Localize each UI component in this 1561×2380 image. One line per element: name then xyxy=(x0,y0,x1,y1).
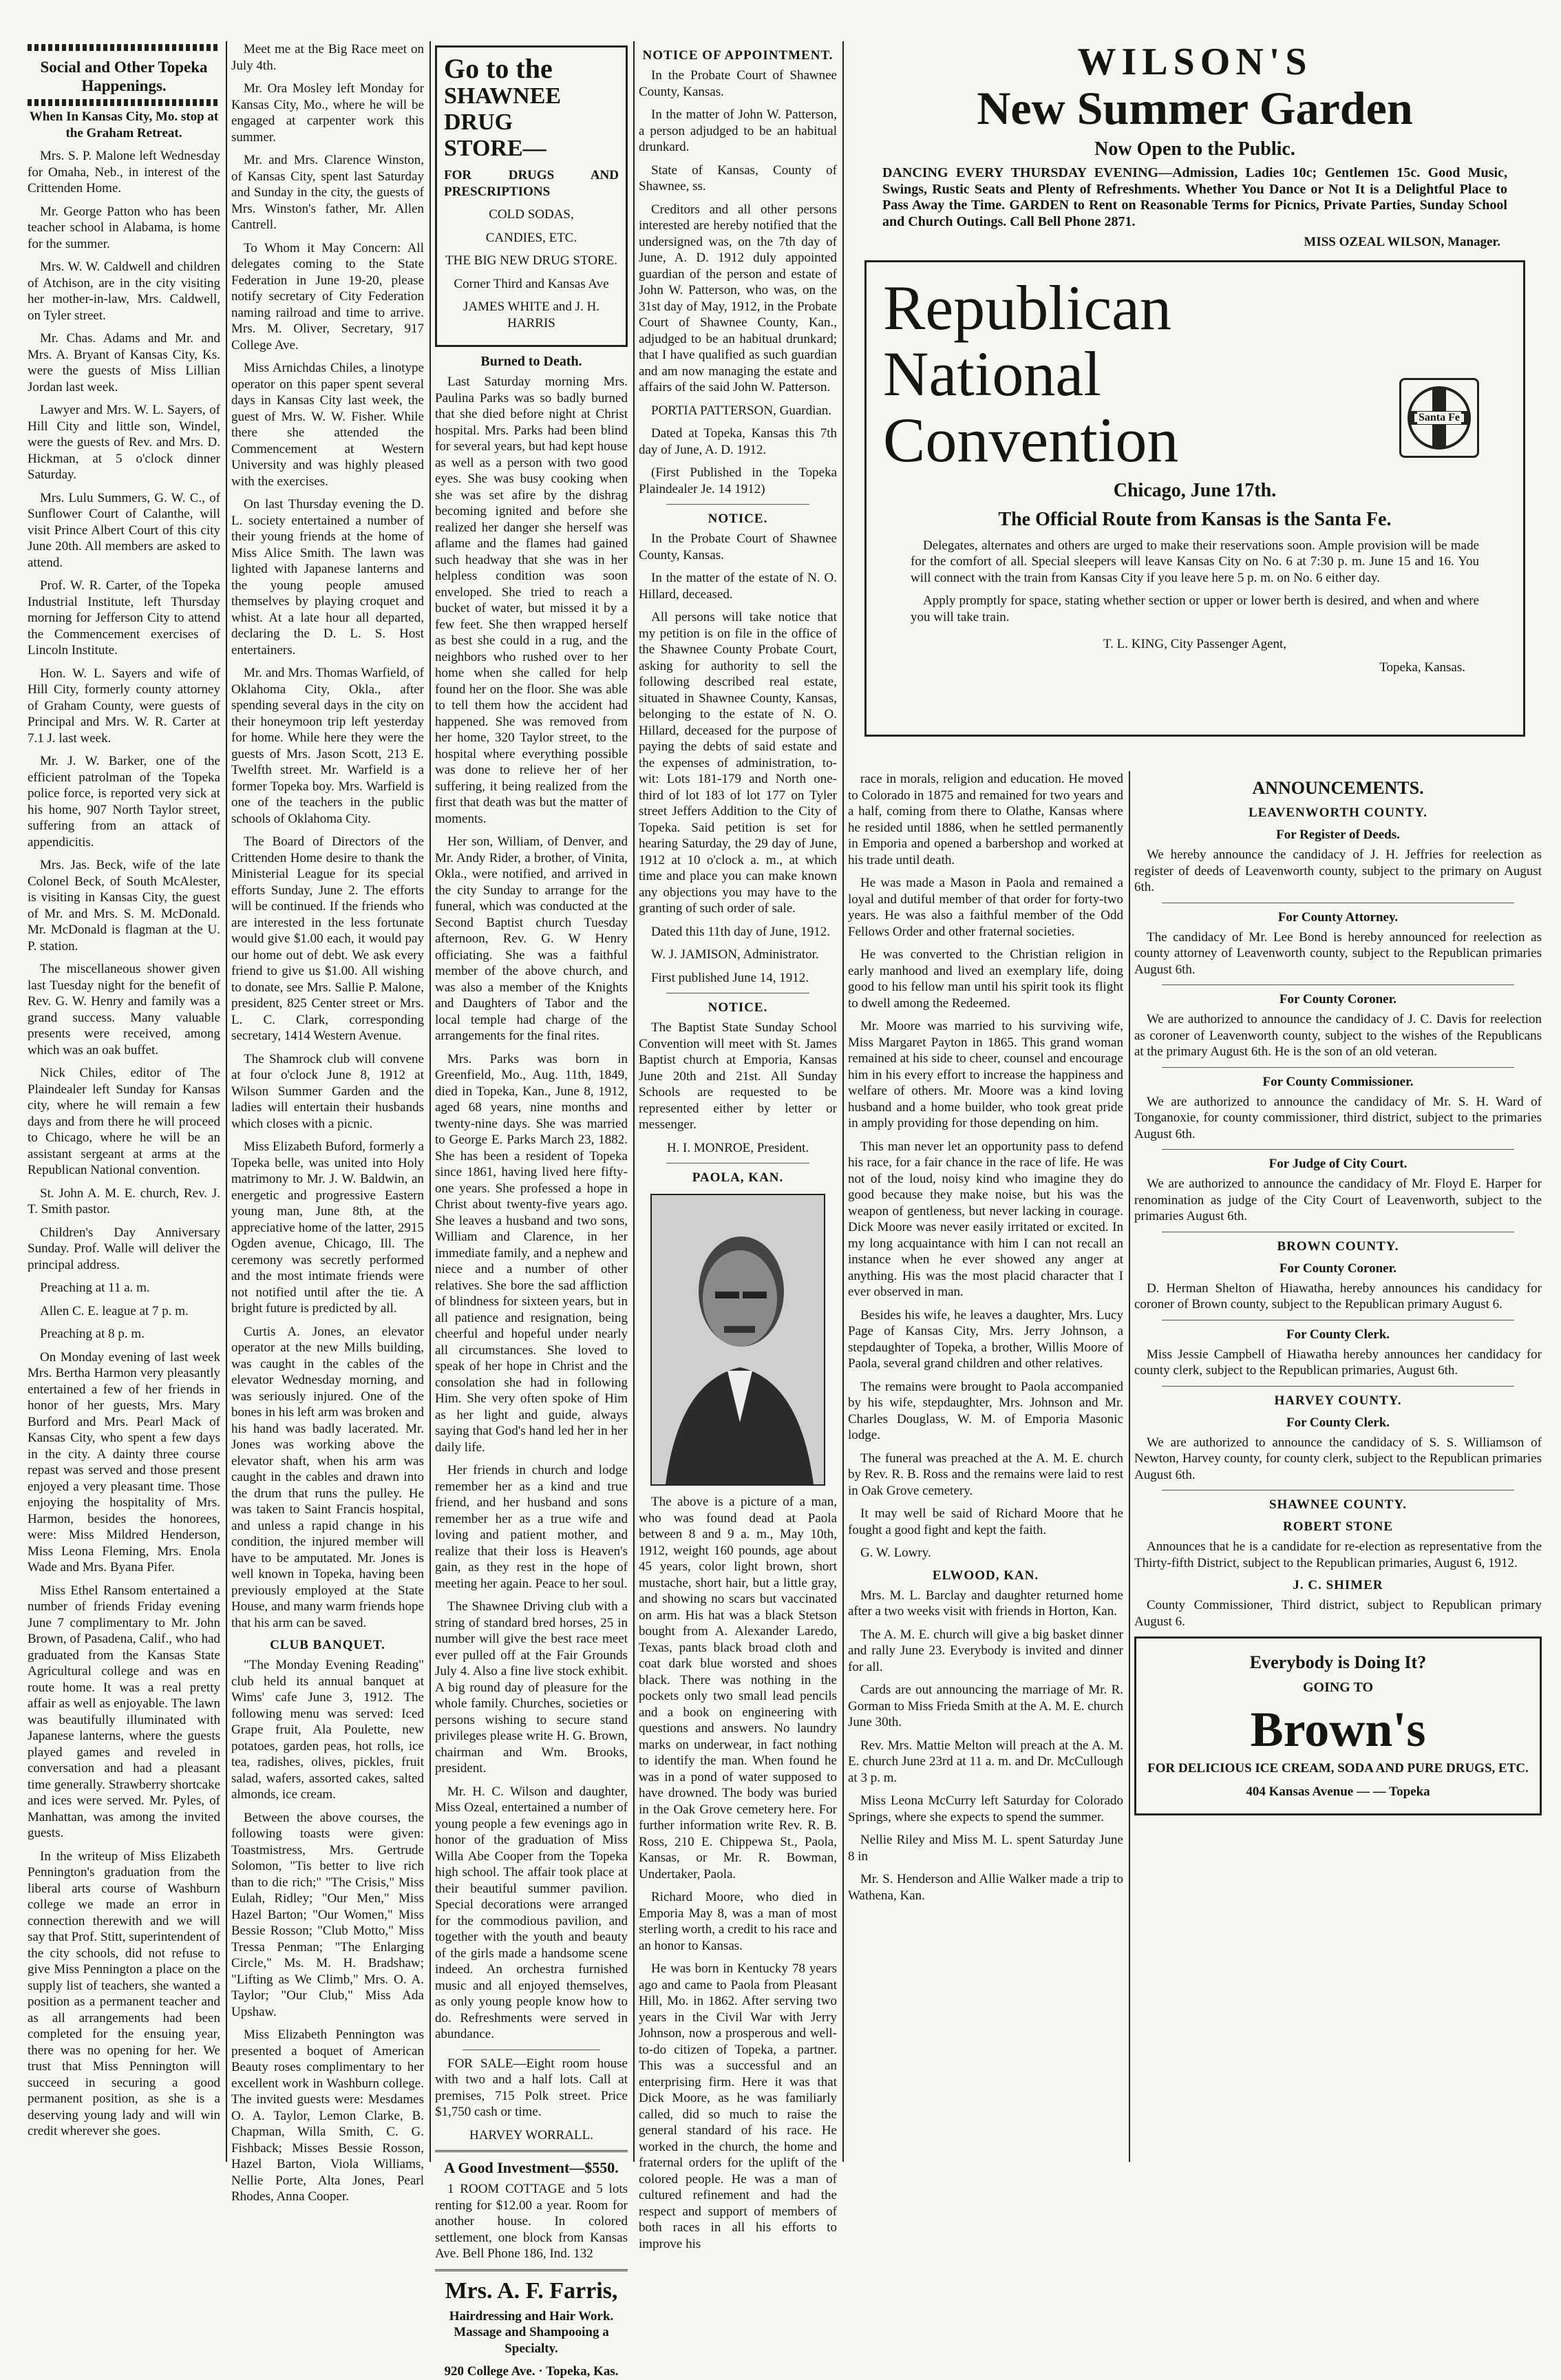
column-rule xyxy=(842,41,844,2162)
article-paragraph: Mr. H. C. Wilson and daughter, Miss Ozeal, entertained a number of young people a few evenings ago in honor of the graduation of Miss Willa Abe Cooper from the Topeka high school. The affair took place at their beautiful summer pavilion. Special decorations were arranged for the commodious pavilion, and together with the youth and beauty of the girls made a handsome scene indeed. An orchestra furnished music and all enjoyed themselves, as only young people know how to do. Refreshments were served in abundance. xyxy=(435,1784,628,2041)
article-paragraph: The A. M. E. church will give a big basket dinner and rally June 23. Everybody is invited and dinner for all. xyxy=(848,1627,1123,1674)
column-4 xyxy=(639,41,837,2251)
announcement-office: For Register of Deeds. xyxy=(1276,828,1400,842)
article-paragraph: Allen C. E. league at 7 p. m. xyxy=(40,1303,189,1318)
article-paragraph: On Monday evening of last week Mrs. Bertha Harmon very pleasantly entertained a few of her friends in honor of her guests, Mrs. Mary Burford and Mrs. Pearl Mack of Kansas City, who spent a few days in the city. A dainty three course repast was served and those present enjoyed a very pleasant time. Those enjoying the hospitality of Mrs. Harmon, besides the honorees, were: Miss Mildred Henderson, Miss Leona Fleming, Mrs. Enola Wade and Mrs. Byana Pifer. xyxy=(28,1349,220,1575)
column-rule xyxy=(429,41,431,2162)
rnc-line-3: Convention xyxy=(883,404,1179,475)
newspaper-page xyxy=(28,41,1542,2379)
article-paragraph: The miscellaneous shower given last Tuesday night for the benefit of Rev. G. W. Henry and family was a grand success. Many valuable presents were received, among which was an oak buffet. xyxy=(28,962,220,1057)
rnc-line-1: Republican xyxy=(883,272,1171,343)
browns-name: Brown's xyxy=(1250,1702,1426,1757)
burned-heading: Burned to Death. xyxy=(480,354,582,369)
shimer-name: J. C. SHIMER xyxy=(1293,1578,1383,1592)
article-paragraph: The Shawnee Driving club with a string of standard bred horses, 25 in number will give the best race meet ever pulled off at the Fair Grounds July 4. Also a fine live stock exhibit. A big round day of pleasure for the whole family. Churches, societies or persons wishing to secure stand privileges please write H. G. Brown, chairman and Wm. Brooks, president. xyxy=(435,1599,628,1776)
article-paragraph: To Whom it May Concern: All delegates coming to the State Federation in June 19-20, please notify secretary of City Federation naming railroad and time to arrive. Mrs. M. Oliver, Secretary, 917 College Ave. xyxy=(231,240,424,352)
wilsons-body: DANCING EVERY THURSDAY EVENING—Admission, Ladies 10c; Gentlemen 15c. Good Music, Swings, Rustic Seats and Plenty of Refreshments. Whether You Dance or Not It is a Delightful Place to Pass Away the Time. GARDEN to Rent on Reasonable Terms for Picnics, Private Parties, Sunday School and Church Outings. Call Bell Phone 2871. xyxy=(882,165,1507,229)
article-paragraph: In the matter of the estate of N. O. Hillard, deceased. xyxy=(639,571,837,602)
county-heading: SHAWNEE COUNTY. xyxy=(1268,1497,1408,1512)
article-paragraph: Prof. W. R. Carter, of the Topeka Industrial Institute, left Thursday morning for Jefferson City to attend the Commencement exercises of Lincoln Institute. xyxy=(28,578,220,657)
rnc-date: Chicago, June 17th. xyxy=(1113,479,1277,501)
announcement-office: For County Clerk. xyxy=(1286,1415,1390,1430)
portrait-photo xyxy=(650,1194,825,1486)
article-paragraph: Mrs. Lulu Summers, G. W. C., of Sunflower Court of Calanthe, will visit Prince Albert Court of this city June 20th. All members are asked to attend. xyxy=(28,490,220,570)
article-paragraph: Her friends in church and lodge remember her as a kind and true friend, and her husband and sons remember her as a true wife and loving and patient mother, and realize that their loss is Heaven's gain, as they rest in the hope of meeting her again. Peace to her soul. xyxy=(435,1463,628,1591)
separator xyxy=(1162,1490,1514,1491)
announcement-office: For County Coroner. xyxy=(1279,1261,1397,1276)
article-paragraph: Nellie Riley and Miss M. L. spent Saturday June 8 in xyxy=(848,1833,1123,1864)
article-paragraph: He was converted to the Christian religion in early manhood and lived an exemplary life, doing good to his fellow man until his spirit took its flight to dwell among the Redeemed. xyxy=(848,947,1123,1011)
notice-heading: NOTICE. xyxy=(708,512,768,526)
article-paragraph: Lawyer and Mrs. W. L. Sayers, of Hill City and little son, Windel, were the guests of Rev. and Mrs. D. Hickman, at 5 o'clock dinner Saturday. xyxy=(28,403,220,482)
announcement-office: For County Coroner. xyxy=(1279,992,1397,1007)
elwood-heading: ELWOOD, KAN. xyxy=(932,1568,1039,1583)
harvey-announcements xyxy=(1134,1415,1542,1491)
article-paragraph: Dated this 11th day of June, 1912. xyxy=(651,924,830,939)
separator xyxy=(666,504,809,505)
article-paragraph: Cards are out announcing the marriage of Mr. R. Gorman to Miss Frieda Smith at the A. M. E. church June 30th. xyxy=(848,1683,1123,1729)
article-paragraph: Mr. and Mrs. Thomas Warfield, of Oklahoma City, Okla., after spending several days in the city on their honeymoon trip left yesterday for home. While here they were the guests of Mrs. Jason Scott, 213 E. Twelfth street. Mr. Warfield is a former Topeka boy. Mrs. Warfield is one of the teachers in the public schools of Oklahoma City. xyxy=(231,666,424,826)
browns-body: FOR DELICIOUS ICE CREAM, SODA AND PURE DRUGS, ETC. xyxy=(1147,1761,1529,1776)
article-paragraph: PORTIA PATTERSON, Guardian. xyxy=(651,403,832,418)
column-rule xyxy=(633,41,635,2162)
for-sale-notice: FOR SALE—Eight room house with two and a half lots. Call at premises, 715 Polk street. Price $1,750 cash or time. xyxy=(435,2056,628,2119)
notice-appointment-heading: NOTICE OF APPOINTMENT. xyxy=(642,48,833,63)
social-header: Social and Other Topeka Happenings. xyxy=(40,59,208,94)
column-7 xyxy=(1134,771,1542,2162)
ornament-rule xyxy=(28,44,220,51)
browns-tagline: Everybody is Doing It? xyxy=(1249,1652,1427,1672)
notice-heading: NOTICE. xyxy=(708,1000,768,1015)
announcements-heading: ANNOUNCEMENTS. xyxy=(1252,778,1424,798)
shimer-announcement: County Commissioner, Third district, subject to Republican primary August 6. xyxy=(1134,1598,1542,1629)
article-paragraph: race in morals, religion and education. He moved to Colorado in 1875 and remained for two years and a half, coming from there to Olathe, Kansas where he resided until 1886, when he settled permanently in Emporia and opened a barbershop and worked at his trade until death. xyxy=(848,772,1123,867)
wilsons-open: Now Open to the Public. xyxy=(1094,138,1295,160)
article-paragraph: First published June 14, 1912. xyxy=(651,970,809,985)
stone-name: ROBERT STONE xyxy=(1282,1519,1394,1534)
drug-ad-lines xyxy=(444,207,619,331)
article-paragraph: THE BIG NEW DRUG STORE. xyxy=(445,253,617,268)
article-paragraph: All persons will take notice that my petition is on file in the office of the Shawnee County Probate Court, asking for authority to sell the following described real estate, situated in Shawnee County, Kansas, belonging to the estate of N. O. Hillard, deceased for the purpose of paying the debts of said estate and the expenses of administration, to-wit: Lots 181-179 and North one-third of lot 183 of lot 177 on Tyler street Jeffers Addition to the City of Topeka. Said petition is set for hearing Saturday, the 29 day of June, 1912 at 10 o'clock a. m., at which time and place you can make known any objections you may have to the granting of such order of sale. xyxy=(639,610,837,916)
social-subhead: When In Kansas City, Mo. stop at the Graham Retreat. xyxy=(29,109,219,140)
elwood-article xyxy=(848,1588,1123,1904)
separator xyxy=(1162,1386,1514,1387)
announcement-text: Miss Jessie Campbell of Hiawatha hereby announces her candidacy for county clerk, subject to the Republican primaries, August 6th. xyxy=(1134,1347,1542,1378)
article-paragraph: Miss Leona McCurry left Saturday for Colorado Springs, where she expects to spend the summer. xyxy=(848,1793,1123,1824)
announcement-office: For County Clerk. xyxy=(1286,1327,1390,1342)
article-paragraph: COLD SODAS, xyxy=(489,207,574,222)
article-paragraph: Mrs. Parks was born in Greenfield, Mo., Aug. 11th, 1849, died in Topeka, Kan., June 8, 1912, aged 68 years, nine months and twenty-nine days. She was married to George E. Parks March 23, 1882. She has been a resident of Topeka since 1861, having lived here fifty-one years. She professed a hope in Christ about twenty-five years ago. She leaves a husband and two sons, William and Clarence, in her immediate family, and a nephew and niece and a number of other relatives. She bore the sad affliction of blindness for sixteen years, but in all patience and resignation, being cheerful and hopeful under nearly all circumstances. She loved to speak of her hope in Christ and the consolation she had in following Him. She very often spoke of Him as her light and guide, always saying that God's hand led her in her daily life. xyxy=(435,1051,628,1455)
santa-fe-logo-icon xyxy=(1399,378,1479,458)
county-heading: HARVEY COUNTY. xyxy=(1274,1393,1402,1408)
article-paragraph: Mrs. W. W. Caldwell and children of Atchison, are in the city visiting her mother-in-law, Mrs. Caldwell, on Tyler street. xyxy=(28,260,220,323)
separator xyxy=(1162,1149,1514,1150)
man-portrait-icon xyxy=(652,1195,824,1484)
investment-body: 1 ROOM COTTAGE and 5 lots renting for $12.00 a year. Room for another house. In colored settlement, one block from Kansas Ave. Bell Phone 186, Ind. 132 xyxy=(435,2182,628,2261)
rnc-body xyxy=(911,538,1479,626)
wilsons-title: WILSON'S xyxy=(1077,41,1313,83)
column-rule xyxy=(226,41,227,2162)
article-paragraph: He was born in Kentucky 78 years ago and came to Paola from Pleasant Hill, Mo. in 1862. After serving two years in the Civil War with Jerry Johnson, now a prosperous and well-to-do citizen of Topeka, a partner. This was a successful and an enterprising firm. Here it was that Dick Moore, as he was familiarly called, did so much to raise the general standard of his race. He worked in the church, the home and fraternal orders for the uplift of the colored people. He was a man of cultured refinement and had the respect and support of members of both races in all his efforts to improve his xyxy=(639,1961,837,2251)
article-paragraph: Hon. W. L. Sayers and wife of Hill City, formerly county attorney of Graham County, were guests of Principal and Mrs. W. R. Carter at 7.1 J. last week. xyxy=(28,666,220,746)
column-1 xyxy=(28,41,220,2162)
wilsons-ad xyxy=(848,41,1542,251)
article-paragraph: Mr. S. Henderson and Allie Walker made a trip to Wathena, Kan. xyxy=(848,1872,1123,1903)
farris-address: 920 College Ave. · Topeka, Kas. xyxy=(444,2364,619,2379)
article-paragraph: Mrs. S. P. Malone left Wednesday for Omaha, Neb., in interest of the Crittenden Home. xyxy=(28,149,220,196)
article-paragraph: Miss Elizabeth Pennington was presented a boquet of American Beauty roses complimentary to her excellent work in Washburn college. The invited guests were: Mesdames O. A. Taylor, Lemon Clarke, B. Chapman, Willa Smith, C. G. Fishback; Misses Bessie Rosson, Hazel Barton, Viola Williams, Nellie Porte, Alta Jones, Pearl Rhodes, Anna Cooper. xyxy=(231,2028,424,2204)
article-paragraph: Delegates, alternates and others are urged to make their reservations soon. Ample provision will be made for the comfort of all. Special sleepers will leave Kansas City on No. 6 at 7:30 p. m. June 15 and 16. You will connect with the train from Kansas City if you leave here 5 p. m. on No. 6 either day. xyxy=(911,538,1479,585)
club-banquet-heading: CLUB BANQUET. xyxy=(270,1638,385,1652)
article-paragraph: Mr. Chas. Adams and Mr. and Mrs. A. Bryant of Kansas City, Ks. were the guests of Miss Lillian Jordan last week. xyxy=(28,331,220,394)
browns-ad xyxy=(1134,1636,1542,1815)
column-rule xyxy=(1129,771,1130,2162)
farris-name: Mrs. A. F. Farris, xyxy=(445,2277,618,2304)
article-paragraph: Children's Day Anniversary Sunday. Prof. Walle will deliver the principal address. xyxy=(28,1225,220,1272)
article-paragraph: It may well be said of Richard Moore that he fought a good fight and kept the faith. xyxy=(848,1506,1123,1537)
separator xyxy=(435,2269,628,2271)
article-paragraph: Preaching at 11 a. m. xyxy=(40,1281,150,1295)
rnc-ad xyxy=(864,260,1525,737)
moore-obituary xyxy=(848,771,1123,1561)
announcement-text: We are authorized to announce the candidacy of S. S. Williamson of Newton, Harvey county, for county clerk, subject to the Republican primaries August 6th. xyxy=(1134,1435,1542,1482)
article-paragraph: CANDIES, ETC. xyxy=(485,230,577,245)
article-paragraph: Preaching at 8 p. m. xyxy=(40,1327,145,1341)
notice-convention-signature: H. I. MONROE, President. xyxy=(666,1140,809,1155)
announcement-office: For County Attorney. xyxy=(1277,909,1399,925)
announcement-office: For County Commissioner. xyxy=(1262,1074,1414,1089)
rnc-signature-1: T. L. KING, City Passenger Agent, xyxy=(1103,637,1287,651)
rnc-route: The Official Route from Kansas is the Santa Fe. xyxy=(998,508,1392,530)
wide-ad-block xyxy=(848,41,1542,757)
announcement-office: For Judge of City Court. xyxy=(1268,1157,1408,1171)
article-paragraph: The remains were brought to Paola accompanied by his wife, stepdaughter, Mrs. Johnson and Mr. Charles Douglass, W. M. of Emporia Masonic lodge. xyxy=(848,1379,1123,1442)
article-paragraph: Mr. George Patton who has been teacher school in Alabama, is home for the summer. xyxy=(28,204,220,251)
announcement-text: We are authorized to announce the candidacy of J. C. Davis for reelection as coroner of Leavenworth county, subject to the wishes of the Republicans at the primary August 6th. He is the son of an old veteran. xyxy=(1134,1012,1542,1059)
article-paragraph: Meet me at the Big Race meet on July 4th. xyxy=(231,42,424,73)
notice-estate xyxy=(639,531,837,986)
column-6 xyxy=(848,771,1123,2162)
separator xyxy=(1162,984,1514,985)
separator xyxy=(435,2150,628,2152)
article-paragraph: G. W. Lowry. xyxy=(860,1546,931,1560)
article-paragraph: State of Kansas, County of Shawnee, ss. xyxy=(639,162,837,193)
article-paragraph: Mr. Ora Mosley left Monday for Kansas City, Mo., where he will be engaged at carpenter work this summer. xyxy=(231,81,424,145)
article-paragraph: Mr. and Mrs. Clarence Winston, of Kansas City, spent last Saturday and Sunday in the city, the guests of Mrs. Winston's father, Mr. Allen Cantrell. xyxy=(231,153,424,232)
for-sale-signature: HARVEY WORRALL. xyxy=(469,2127,594,2142)
article-paragraph: The Shamrock club will convene at four o'clock June 8, 1912 at Wilson Summer Garden and the ladies will entertain their husbands which closes with a picnic. xyxy=(231,1051,424,1131)
rnc-signature-2: Topeka, Kansas. xyxy=(1379,660,1465,675)
article-paragraph: "The Monday Evening Reading" club held its annual banquet at Wims' cafe June 3, 1912. The following menu was served: Iced Grape fruit, Ala Poulette, new potatoes, garden peas, hot rolls, ice tea, radishes, olives, pickles, fruit salad, wafers, assorted cakes, salted almonds, ice cream. xyxy=(231,1658,424,1802)
browns-going: GOING TO xyxy=(1302,1680,1374,1695)
announcement-text: We are authorized to announce the candidacy of Mr. Floyd E. Harper for renomination as judge of the City Court of Leavenworth, subject to the primaries August 6th. xyxy=(1134,1177,1542,1223)
article-paragraph: Miss Ethel Ransom entertained a number of friends Friday evening June 7 complimentary to Mr. John Brown, of Pasadena, Calif., who had graduated from the Kansas State Agricultural college and was en route home. It was a real pretty affair as well as enjoyable. The lawn was beautifully illuminated with Japanese lanterns, where the guests played games and reveled in conversation and had a pleasant time generally. Strawberry shortcake and ices were served. Mr. Pyles, of Manhattan, was among the invited guests. xyxy=(28,1583,220,1840)
paola-article xyxy=(639,1494,837,2252)
column-2-articles xyxy=(231,41,424,1631)
county-heading: LEAVENWORTH COUNTY. xyxy=(1248,805,1428,820)
leavenworth-announcements xyxy=(1134,828,1542,1232)
wilsons-subtitle: New Summer Garden xyxy=(977,82,1413,134)
article-paragraph: In the writeup of Miss Elizabeth Pennington's graduation from the liberal arts course of Washburn college we made an error in connection therewith and we will say that Prof. Stitt, superintendent of the city schools, did not refuse to give Miss Pennington a place on the supply list of teachers, she wanted a position as a permanent teacher and as all arrangements had been completed for the ensuing year, there was no opening for her. We trust that Miss Pennington will succeed in securing a good permanent position, as she is a deserving young lady and will win credit wherever she goes. xyxy=(28,1849,220,2138)
announcement-text: D. Herman Shelton of Hiawatha, hereby announces his candidacy for coroner of Brown county, subject to the Republican primary August 6. xyxy=(1134,1281,1542,1312)
article-paragraph: On last Thursday evening the D. L. society entertained a number of their young friends at the home of Miss Alice Smith. The lawn was lighted with Japanese lanterns and the young people amused themselves by playing croquet and whist. At a late hour all departed, declaring the D. L. S. Host entertainers. xyxy=(231,497,424,657)
article-paragraph: Creditors and all other persons interested are hereby notified that the undersigned was, on the 7th day of June, A. D. 1912 duly appointed guardian of the person and estate of John W. Patterson, who was, on the 31st day of May, 1912, in the Probate Court of Shawnee County, Kan., adjudged to be an habitual drunkard; that I have qualified as such guardian and am now managing the estate and affairs of the said John W. Patterson. xyxy=(639,202,837,394)
drug-ad-line-1: Go to the xyxy=(444,53,553,84)
article-paragraph: The funeral was preached at the A. M. E. church by Rev. R. B. Ross and the remains were laid to rest in Oak Grove cemetery. xyxy=(848,1451,1123,1498)
article-paragraph: Besides his wife, he leaves a daughter, Mrs. Lucy Page of Kansas City, Mrs. Jerry Johnson, a stepdaughter of Topeka, a brother, Willis Moore of Paola, several grand children and other relatives. xyxy=(848,1307,1123,1371)
article-paragraph: In the matter of John W. Patterson, a person adjudged to be an habitual drunkard. xyxy=(639,107,837,154)
article-paragraph: This man never let an opportunity pass to defend his race, for a fair chance in the race of life. He was not of the loud, noisy kind who imagine they do good because they make noise, but his was the weapon of gentleness, but never lacking in courage. Dick Moore was never easily irritated or excited. In my long acquaintance with him I can not recall an instance when he ever showed any anger at anything. His was the most placid character that I ever observed in man. xyxy=(848,1139,1123,1299)
club-banquet-article xyxy=(231,1657,424,2205)
stone-announcement: Announces that he is a candidate for re-election as representative from the Thirty-fifth District, subject to the Republican primaries, August 6, 1912. xyxy=(1134,1539,1542,1570)
county-heading: BROWN COUNTY. xyxy=(1277,1239,1399,1254)
article-paragraph: Rev. Mrs. Mattie Melton will preach at the A. M. E. church June 23rd at 11 a. m. and Dr. McCullough at 3 p. m. xyxy=(848,1738,1123,1785)
rnc-line-2: National xyxy=(883,338,1101,409)
paola-heading: PAOLA, KAN. xyxy=(692,1170,784,1185)
article-paragraph: In the Probate Court of Shawnee County, Kansas. xyxy=(639,531,837,562)
brown-announcements xyxy=(1134,1261,1542,1387)
drug-ad-body: FOR DRUGS AND PRESCRIPTIONS xyxy=(444,168,619,199)
article-paragraph: Curtis A. Jones, an elevator operator at the new Mills building, was caught in the cables of the elevator Wednesday morning, and was seriously injured. One of the bones in his left arm was broken and his hand was badly lacerated. Mr. Jones was working above the elevator shaft, when his arm was caught in the cables and drawn into the drum that runs the pulley. He was taken to Saint Francis hospital, and unless a rapid change in his condition, the injured member will have to be amputated. Mr. Jones is well known in Topeka, having been previously employed at the State House, and many warm friends hope that his arm can be saved. xyxy=(231,1324,424,1630)
separator xyxy=(1162,1067,1514,1068)
santa-fe-logo-text: Santa Fe xyxy=(1419,411,1460,423)
article-paragraph: Apply promptly for space, stating whether section or upper or lower berth is desired, and when and where you will take train. xyxy=(911,593,1479,624)
article-paragraph: Mrs. Jas. Beck, wife of the late Colonel Beck, of South McAlester, is visiting in Kansas City, the guest of Mr. and Mrs. S. M. McDonald. Mr. McDonald is flagman at the U. P. station. xyxy=(28,858,220,954)
article-paragraph: Mr. J. W. Barker, one of the efficient patrolman of the Topeka police force, is reported very sick at his home, 907 North Taylor street, suffering from an attack of appendicitis. xyxy=(28,754,220,850)
article-paragraph: The above is a picture of a man, who was found dead at Paola between 8 and 9 a. m., May 10th, 1912, weight 160 pounds, age about 45 years, color light brown, short mustache, short hair, but a little gray, and showing no scars but vaccinated on arm. His hat was a black Stetson bought from A. Alexander Laredo, Texas, pants black broad cloth and coat dark blue worsted and shoes black. There was nothing in the pockets only two small lead pencils and a book on engineering with questions and answers. No laundry marks on underwear, in fact nothing to identify the man. When found he was in a pond of water supposed to have drowned. The body was buried in the Oak Grove cemetery here. For further information write Rev. R. B. Ross, 210 E. Chippewa St., Paola, Kansas, or Mr. R. Bowman, Undertaker, Paola. xyxy=(639,1495,837,1882)
article-paragraph: Dated at Topeka, Kansas this 7th day of June, A. D. 1912. xyxy=(639,426,837,457)
article-paragraph: The Board of Directors of the Crittenden Home desire to thank the Ministerial League for its special efforts Sunday, June 2. The efforts will be continued. If the friends who are interested in the less fortunate would give $1.00 each, it would pay our home out of debt. We ask every friend to give us $1.00. All wishing to donate, see Mrs. Sallie P. Malone, president, 825 Center street or Mrs. L. C. Clark, corresponding secretary, 1414 Western Avenue. xyxy=(231,834,424,1043)
article-paragraph: Richard Moore, who died in Emporia May 8, was a man of most sterling worth, a credit to his race and an honor to Kansas. xyxy=(639,1890,837,1953)
investment-heading: A Good Investment—$550. xyxy=(444,2159,619,2176)
article-paragraph: Mr. Moore was married to his surviving wife, Miss Margaret Payton in 1865. This grand woman remained at his side to cheer, counsel and encourage him in his every effort to increase the happiness and welfare of others. Mr. Moore was a kind loving husband and a home builder, who took great pride in amply providing for those depending on him. xyxy=(848,1019,1123,1130)
article-paragraph: (First Published in the Topeka Plaindealer Je. 14 1912) xyxy=(639,465,837,496)
article-paragraph: Mrs. M. L. Barclay and daughter returned home after a two weeks visit with friends in Horton, Kan. xyxy=(848,1588,1123,1619)
burned-article xyxy=(435,374,628,2043)
article-paragraph: Her son, William, of Denver, and Mr. Andy Rider, a brother, of Vinita, Okla., were notified, and arrived in the city Sunday to arrange for the funeral, which was conducted at the Second Baptist church Tuesday afternoon, Rev. G. W Henry officiating. She was a faithful member of the above church, and was also a member of the Knights and Daughters of Tabor and the local temple had charge of the arrangements for the final rites. xyxy=(435,834,628,1043)
notice-convention: The Baptist State Sunday School Convention will meet with St. James Baptist church at Emporia, Kansas June 20th and 21st. All Sunday Schools are requested to be represented either by letter or messenger. xyxy=(639,1020,837,1132)
article-paragraph: JAMES WHITE and J. H. HARRIS xyxy=(463,299,600,330)
farris-services: Hairdressing and Hair Work. Massage and Shampooing a Specialty. xyxy=(449,2308,614,2356)
notice-appointment xyxy=(639,67,837,497)
article-paragraph: St. John A. M. E. church, Rev. J. T. Smith pastor. xyxy=(28,1186,220,1217)
browns-address: 404 Kansas Avenue — — Topeka xyxy=(1246,1784,1430,1799)
article-paragraph: Between the above courses, the following toasts were given: Toastmistress, Mrs. Gertrude Solomon, "Tis better to live rich than to die rich;" "The Crisis," Miss Eulah, Ridley; "Our Men," Miss Hazel Barton; "Our Women," Miss Bessie Rosson; "Club Motto," Miss Tressa Penman; "The Enlarging Circle," Ms. M. H. Bradshaw; "Lifting as We Climb," Mrs. O. A. Taylor; "Our Club," Miss Ada Upshaw. xyxy=(231,1810,424,2019)
article-paragraph: In the Probate Court of Shawnee County, Kansas. xyxy=(639,68,837,99)
wilsons-signature: MISS OZEAL WILSON, Manager. xyxy=(1304,235,1500,249)
article-paragraph: Nick Chiles, editor of The Plaindealer left Sunday for Kansas city, where he will remain a few days and from there he will proceed to Chicago, where he will be an assistant sergeant at arms at the Republican National convention. xyxy=(28,1066,220,1177)
announcement-text: We hereby announce the candidacy of J. H. Jeffries for reelection as register of deeds of Leavenworth county, subject to the primary on August 6th. xyxy=(1134,847,1542,894)
article-paragraph: W. J. JAMISON, Administrator. xyxy=(651,947,819,962)
announcement-text: We are authorized to announce the candidacy of Mr. S. H. Ward of Tonganoxie, for county commissioner, third district, subject to the primaries August 6th. xyxy=(1134,1094,1542,1141)
article-paragraph: Miss Arnichdas Chiles, a linotype operator on this paper spent several days in Kansas City last week, the guest of Mrs. W. W. Fisher. While there she attended the Commencement at Western University and was highly pleased with the exercises. xyxy=(231,361,424,489)
shawnee-drug-ad xyxy=(435,45,628,347)
article-paragraph: Miss Elizabeth Buford, formerly a Topeka belle, was united into Holy matrimony to Mr. J. W. Baldwin, an energetic and progressive Eastern young man, June 8th, at the appreciative home of the latter, 2915 Ogden avenue, Chicago, Ill. The ceremony was secretly performed and the most intimate friends were not notified until after the tie. A bright future is predicted by all. xyxy=(231,1139,424,1316)
drug-ad-line-3: STORE— xyxy=(444,136,546,161)
drug-ad-line-2: SHAWNEE DRUG xyxy=(444,83,562,135)
article-paragraph: Last Saturday morning Mrs. Paulina Parks was so badly burned that she died before night at Christ hospital. Mrs. Parks had been blind for several years, but had kept house as well as a person with two good eyes. She was busy cooking when she was set afire by the dishrag becoming ignited and before she realized her danger she herself was aflame and the flames had gained such headway that she was in her helpless condition was soon enveloped. She tried to reach a bucket of water, but missed it by a few feet. She then wrapped herself as best she could in a rug, and the neighbors who rushed over to her home when she called for help found her on the floor. She was able to tell them how the accident had happened. She was removed from her home, 320 Taylor street, to the hospital where everything possible was done to relieve her of her suffering, it being realized from the first that death was but the matter of moments. xyxy=(435,375,628,826)
article-paragraph: He was made a Mason in Paola and remained a loyal and dutiful member of that order for forty-two years. He was also a faithful member of the Odd Fellows Order and other fraternal societies. xyxy=(848,876,1123,939)
column-1-articles xyxy=(28,148,220,2140)
article-paragraph: Corner Third and Kansas Ave xyxy=(454,276,609,291)
announcement-text: The candidacy of Mr. Lee Bond is hereby announced for reelection as county attorney of Leavenworth county, subject to the Republican primaries August 6th. xyxy=(1134,929,1542,977)
column-2 xyxy=(231,41,424,2204)
column-3 xyxy=(435,41,628,2379)
ornament-rule xyxy=(28,99,220,106)
